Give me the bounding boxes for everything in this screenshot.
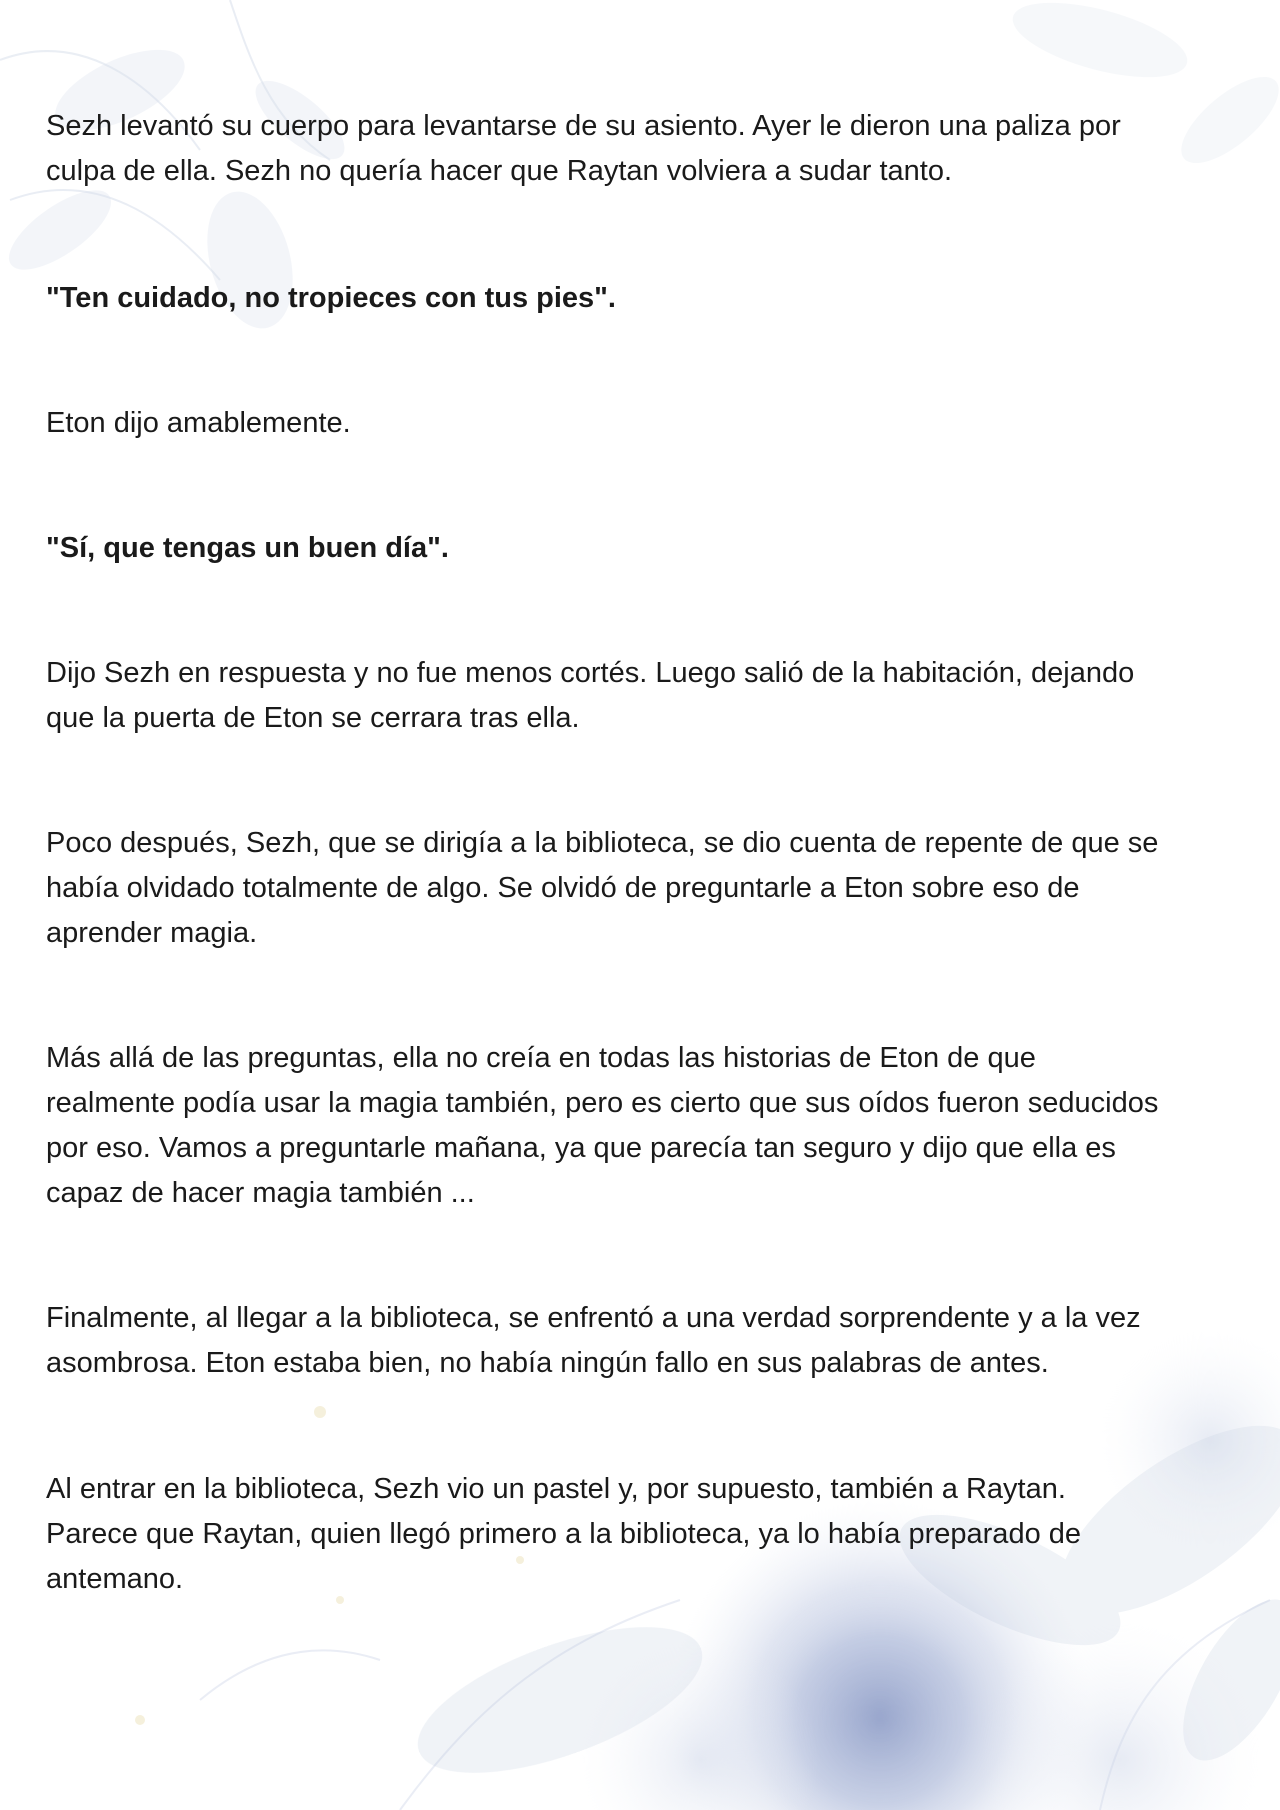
paragraph-1: Sezh levantó su cuerpo para levantarse de su asiento. Ayer le dieron una paliza por culpa de ella. Sezh no quería hacer que Raytan volviera a sudar tanto. — [46, 110, 1121, 187]
paragraph-5: Más allá de las preguntas, ella no creía en todas las historias de Eton de que realmente podía usar la magia también, pero es cierto que sus oídos fueron seducidos por eso. Vamos a preguntarle mañana, ya que parecía tan seguro y dijo que ella es capaz de hacer magia también ... — [46, 1042, 1159, 1209]
dialogue-line-2: "Sí, que tengas un buen día". — [46, 532, 449, 564]
paragraph-6: Finalmente, al llegar a la biblioteca, se enfrentó a una verdad sorprendente y a la vez asombrosa. Eton estaba bien, no había ningún fallo en sus palabras de antes. — [46, 1302, 1141, 1379]
paragraph-7: Al entrar en la biblioteca, Sezh vio un pastel y, por supuesto, también a Raytan. Parece que Raytan, quien llegó primero a la biblioteca, ya lo había preparado de antemano. — [46, 1473, 1082, 1595]
paragraph-3: Dijo Sezh en respuesta y no fue menos cortés. Luego salió de la habitación, dejando que la puerta de Eton se cerrara tras ella. — [46, 657, 1135, 734]
paragraph-4: Poco después, Sezh, que se dirigía a la biblioteca, se dio cuenta de repente de que se había olvidado totalmente de algo. Se olvidó de preguntarle a Eton sobre eso de aprender magia. — [46, 827, 1159, 949]
dialogue-line-1: "Ten cuidado, no tropieces con tus pies". — [46, 282, 616, 314]
paragraph-2: Eton dijo amablemente. — [46, 407, 351, 439]
